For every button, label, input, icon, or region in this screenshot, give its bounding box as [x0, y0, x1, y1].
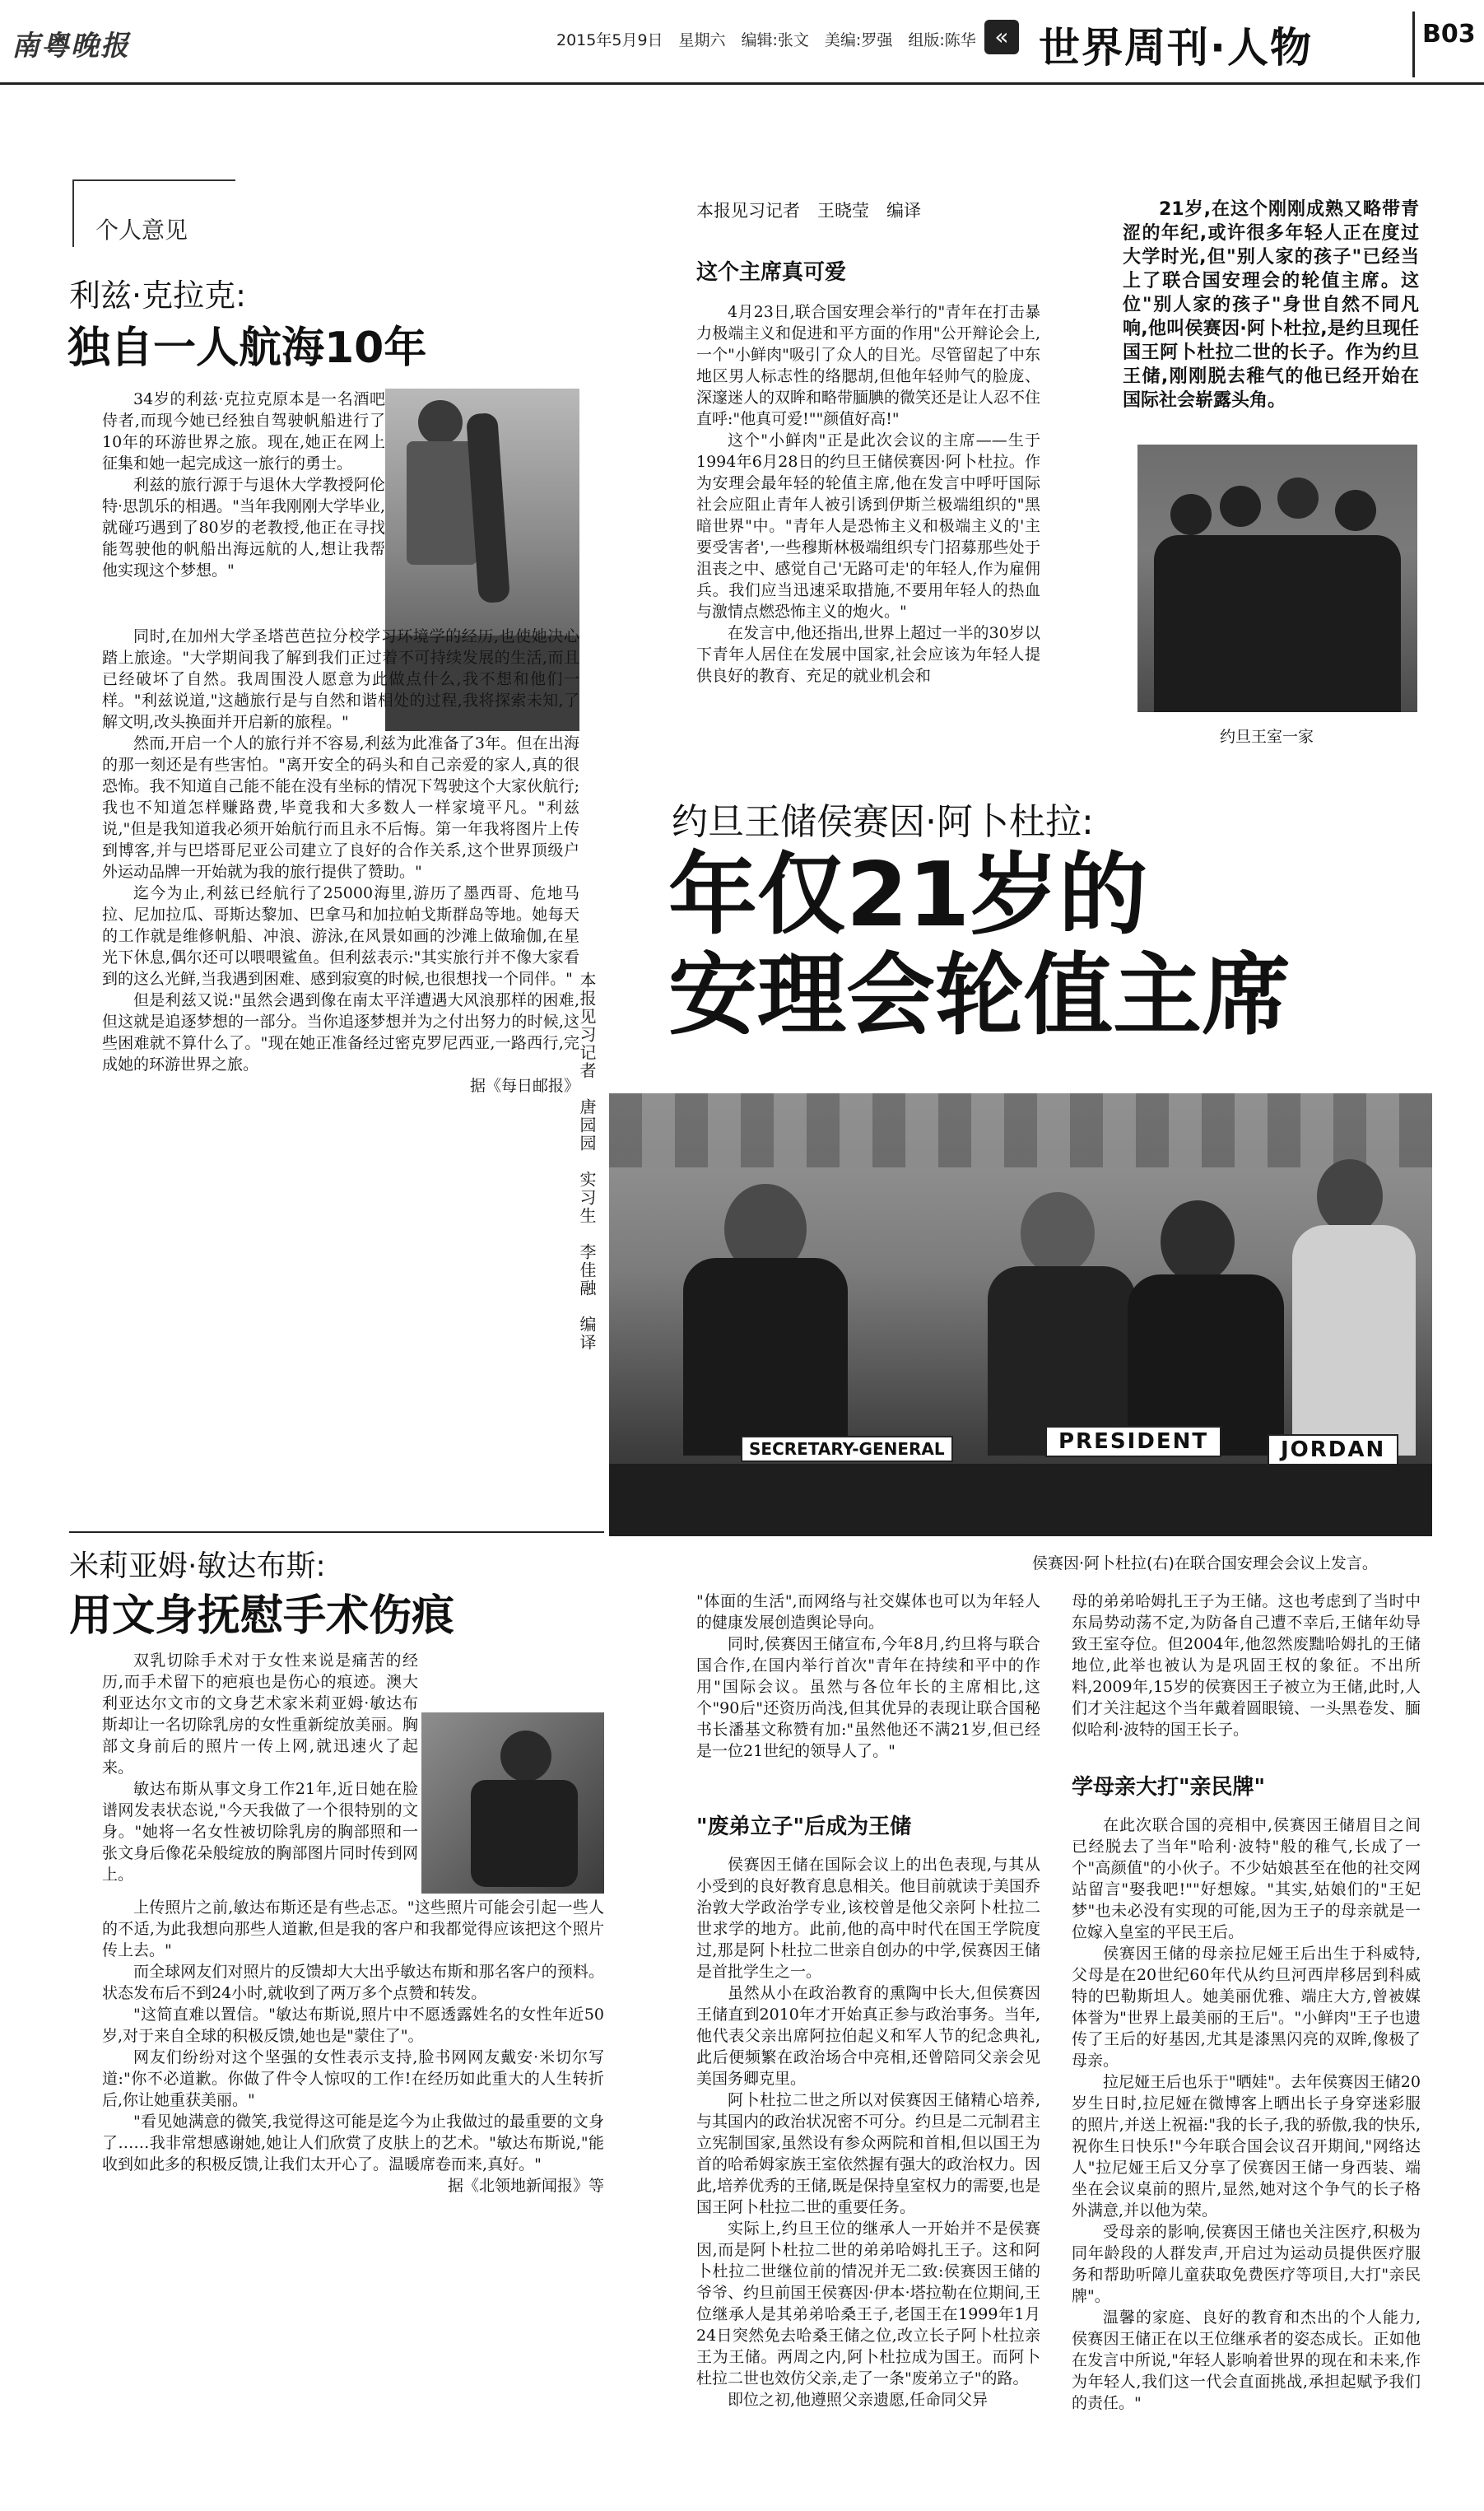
- masthead-rule: [0, 82, 1484, 85]
- secretary-general-placard: SECRETARY-GENERAL: [741, 1436, 953, 1462]
- jordan-placard: JORDAN: [1268, 1434, 1398, 1465]
- section-title: 世界周刊·人物: [1039, 24, 1313, 72]
- main-kicker: 约旦王储侯赛因·阿卜杜拉:: [672, 801, 1094, 843]
- royal-family-photo: [1137, 445, 1417, 712]
- issue-meta: 2015年5月9日 星期六 编辑:张文 美编:罗强 组版:陈华: [556, 31, 976, 49]
- main-photo-caption: 侯赛因·阿卜杜拉(右)在联合国安理会会议上发言。: [1032, 1554, 1378, 1572]
- main-paragraph: 侯赛因王储的母亲拉尼娅王后出生于科威特,父母是在20世纪60年代从约旦河西岸移居到科威特的巴勒斯坦人。她美丽优雅、端庄大方,曾被媒体誉为"世界上最美丽的王后"。"小鲜肉"王子也遗传了王后的好基因,尤其是漆黑闪亮的双眸,像极了母亲。: [1072, 1945, 1421, 2070]
- subhead-cute-chair: 这个主席真可爱: [696, 260, 847, 285]
- subhead-heir: "废弟立子"后成为王储: [696, 1815, 912, 1839]
- main-paragraph: 在此次联合国的亮相中,侯赛因王储眉目之间已经脱去了当年"哈利·波特"般的稚气,长成了一个"高颜值"的小伙子。不少姑娘甚至在他的社交网站留言"娶我吧!""好想嫁。"其实,姑娘们的"王妃梦"也未必没有实现的可能,因为王子的母亲就是一位嫁入皇室的平民王后。: [1072, 1816, 1421, 1941]
- intro-highlight: [1123, 198, 1419, 412]
- vertical-byline: 本报见习记者 唐园园 实习生 李佳融 编译: [577, 971, 597, 1352]
- subhead-mother: 学母亲大打"亲民牌": [1072, 1775, 1266, 1800]
- story2-paragraph: 而全球网友们对照片的反馈却大大出乎敏达布斯和那名客户的预料。状态发布后不到24小时,就收到了两万多个点赞和转发。: [102, 1963, 604, 2002]
- main-paragraph: 这个"小鲜肉"正是此次会议的主席——生于1994年6月28日的约旦王储侯赛因·阿卜杜拉。作为安理会最年轻的轮值主席,他在发言中呼吁国际社会应阻止青年人被引诱到伊斯兰极端组织的"黑暗世界"中。"青年人是恐怖主义和极端主义的'主要受害者',一些穆斯林极端组织专门招募那些处于沮丧之中、感觉自己'无路可走'的年轻人,作为雇佣兵。我们应当迅速采取措施,不要用年轻人的热血与激情点燃恐怖主义的炮火。": [696, 431, 1040, 621]
- main-paragraph: 实际上,约旦王位的继承人一开始并不是侯赛因,而是阿卜杜拉二世的弟弟哈姆扎王子。这和阿卜杜拉二世继位前的情况并无二致:侯赛因王储的爷爷、约旦前国王侯赛因·伊本·塔拉勒在位期间,王位继承人是其弟弟哈桑王子,老国王在1999年1月24日突然免去哈桑王储之位,改立长子阿卜杜拉亲王为王储。两周之内,阿卜杜拉成为国王。而阿卜杜拉二世也效仿父亲,走了一条"废弟立子"的路。: [696, 2220, 1040, 2388]
- tattoo-artist-photo: [421, 1712, 604, 1894]
- story1-paragraph: 同时,在加州大学圣塔芭芭拉分校学习环境学的经历,也使她决心踏上旅途。"大学期间我了解到我们正过着不可持续发展的生活,而且已经破坏了自然。我周围没人愿意为此做点什么,我不想和他们一样。"利兹说道,"这趟旅行是与自然和谐相处的过程,我将探索未知,了解文明,改头换面并开启新的旅程。": [102, 627, 579, 731]
- header-divider: [1412, 12, 1415, 77]
- story1-paragraph: 利兹的旅行源于与退休大学教授阿伦特·思凯乐的相遇。"当年我刚刚大学毕业,就碰巧遇到了80岁的老教授,他正在寻找能驾驶他的帆船出海远航的人,想让我帮他实现这个梦想。": [102, 476, 385, 580]
- story1-paragraph: 34岁的利兹·克拉克原本是一名酒吧侍者,而现今她已经独自驾驶帆船进行了10年的环游世界之旅。现在,她正在网上征集和她一起完成这一旅行的勇士。: [102, 390, 385, 473]
- story1-kicker: 利兹·克拉克:: [69, 277, 246, 314]
- story2-source: 据《北领地新闻报》等: [447, 2177, 604, 2195]
- story2-paragraph: 敏达布斯从事文身工作21年,近日她在脸谱网发表状态说,"今天我做了一个很特别的文身。"她将一名女性被切除乳房的胸部照和一张文身后像花朵般绽放的胸部图片同时传到网上。: [102, 1780, 418, 1884]
- main-col1-lower: [696, 1591, 1040, 1762]
- story1-paragraph: 但是利兹又说:"虽然会遇到像在南太平洋遭遇大风浪那样的困难,但这就是追逐梦想的一部分。当你追逐梦想并为之付出努力的时候,这些困难就不算什么了。"现在她正准备经过密克罗尼西亚,一路西行,完成她的环游世界之旅。: [102, 991, 579, 1074]
- main-paragraph: 温馨的家庭、良好的教育和杰出的个人能力,侯赛因王储正在以王位继承者的姿态成长。正如他在发言中所说,"年轻人影响着世界的现在和未来,作为年轻人,我们这一代会直面挑战,承担起赋予我们的责任。": [1072, 2308, 1421, 2412]
- newspaper-logo: 南粤晚报: [12, 30, 130, 63]
- main-paragraph: 拉尼娅王后也乐于"晒娃"。去年侯赛因王储20岁生日时,拉尼娅在微博客上晒出长子身穿迷彩服的照片,并送上祝福:"我的长子,我的骄傲,我的快乐,祝你生日快乐!"今年联合国会议召开期间,"网络达人"拉尼娅王后又分享了侯赛因王储一身西装、端坐在会议桌前的照片,显然,她对这个争气的长子格外满意,并以他为荣。: [1072, 2073, 1421, 2220]
- un-council-photo: [609, 1093, 1432, 1536]
- president-placard: PRESIDENT: [1045, 1426, 1221, 1457]
- story2-paragraph: "看见她满意的微笑,我觉得这可能是迄今为止我做过的最重要的文身了……我非常想感谢她,她让人们欣赏了皮肤上的艺术。"敏达布斯说,"能收到如此多的积极反馈,让我们太开心了。温暖席卷而来,真好。": [102, 2113, 604, 2173]
- section-icon: «: [984, 20, 1019, 54]
- column-rule: [69, 1531, 604, 1533]
- main-col2-body: [1072, 1591, 1421, 1740]
- main-headline-2: 安理会轮值主席: [668, 944, 1291, 1047]
- story2-body-full: [102, 1897, 604, 2197]
- main-paragraph: 同时,侯赛因王储宣布,今年8月,约旦将与联合国合作,在国内举行首次"青年在持续和平中的作用"国际会议。虽然与各位年长的主席相比,这个"90后"还资历尚浅,但其优异的表现让联合国秘书长潘基文称赞有加:"虽然他还不满21岁,但已经是一位21世纪的领导人了。": [696, 1635, 1040, 1760]
- story2-kicker: 米莉亚姆·敏达布斯:: [69, 1549, 326, 1583]
- story1-paragraph: 迄今为止,利兹已经航行了25000海里,游历了墨西哥、危地马拉、尼加拉瓜、哥斯达黎加、巴拿马和加拉帕戈斯群岛等地。她每天的工作就是维修帆船、冲浪、游泳,在风景如画的沙滩上做瑜伽,在星光下休息,偶尔还可以喂喂鲨鱼。但利兹表示:"其实旅行并不像大家看到的这么光鲜,当我遇到困难、感到寂寞的时候,也很想找一个同伴。": [102, 884, 579, 988]
- story2-body: [102, 1650, 418, 1885]
- main-paragraph: "体面的生活",而网络与社交媒体也可以为年轻人的健康发展创造舆论导向。: [696, 1592, 1040, 1632]
- main-paragraph: 阿卜杜拉二世之所以对侯赛因王储精心培养,与其国内的政治状况密不可分。约旦是二元制君主立宪制国家,虽然设有参众两院和首相,但以国王为首的哈希姆家族王室依然握有强大的政治权力。因此,培养优秀的王储,既是保持皇室权力的需要,也是国王阿卜杜拉二世的重要任务。: [696, 2091, 1041, 2216]
- intro-paragraph: 21岁,在这个刚刚成熟又略带青涩的年纪,或许很多年轻人正在度过大学时光,但"别人家的孩子"已经当上了联合国安理会的轮值主席。这位"别人家的孩子"身世自然不同凡响,他叫侯赛因·阿卜杜拉,是约旦现任国王阿卜杜拉二世的长子。作为约旦王储,刚刚脱去稚气的他已经开始在国际社会崭露头角。: [1123, 199, 1419, 411]
- main-headline-1: 年仅21岁的: [668, 844, 1148, 947]
- main-paragraph: 在发言中,他还指出,世界上超过一半的30岁以下青年人居住在发展中国家,社会应该为年轻人提供良好的教育、充足的就业机会和: [696, 624, 1040, 685]
- main-paragraph: 虽然从小在政治教育的熏陶中长大,但侯赛因王储直到2010年才开始真正参与政治事务。当年,他代表父亲出席阿拉伯起义和军人节的纪念典礼,此后便频繁在政治场合中亮相,还曾陪同父亲会见美国务卿克里。: [696, 1984, 1040, 2088]
- main-col1-sub2: [696, 1854, 1040, 2411]
- main-paragraph: 受母亲的影响,侯赛因王储也关注医疗,积极为同年龄段的人群发声,开启过为运动员提供医疗服务和帮助听障儿童获取免费医疗等项目,大打"亲民牌"。: [1072, 2223, 1421, 2305]
- page-number: B03: [1422, 20, 1476, 49]
- story2-paragraph: 双乳切除手术对于女性来说是痛苦的经历,而手术留下的疤痕也是伤心的痕迹。澳大利亚达尔文市的文身艺术家米莉亚姆·敏达布斯却让一名切除乳房的女性重新绽放美丽。胸部文身前后的照片一传上网,就迅速火了起来。: [102, 1651, 418, 1777]
- main-col2-sub3: [1072, 1815, 1421, 2414]
- story1-body: [102, 389, 385, 581]
- main-paragraph: 母的弟弟哈姆扎王子为王储。这也考虑到了当时中东局势动荡不定,为防备自己遭不幸后,王储年幼导致王室夺位。但2004年,他忽然废黜哈姆扎的王储地位,此举也被认为是巩固王权的象征。不出所料,2009年,15岁的侯赛因王子被立为王储,此时,人们才关注起这个当年戴着圆眼镜、一头黑卷发、腼似哈利·波特的国王长子。: [1072, 1592, 1421, 1739]
- main-byline: 本报见习记者 王晓莹 编译: [696, 201, 921, 221]
- story2-paragraph: 网友们纷纷对这个坚强的女性表示支持,脸书网网友戴安·米切尔写道:"你不必道歉。你做了件令人惊叹的工作!在经历如此重大的人生转折后,你让她重获美丽。": [102, 2048, 604, 2109]
- masthead: [0, 0, 1484, 82]
- main-col1-body: [696, 301, 1040, 687]
- main-paragraph: 4月23日,联合国安理会举行的"青年在打击暴力极端主义和促进和平方面的作用"公开辩论会上,一个"小鲜肉"吸引了众人的目光。尽管留起了中东地区男人标志性的络腮胡,但他年轻帅气的脸庞、深邃迷人的双眸和略带腼腆的微笑还是让人忍不住直呼:"他真可爱!""颜值好高!": [696, 303, 1041, 428]
- story1-body-full: [102, 626, 579, 1097]
- story1-paragraph: 然而,开启一个人的旅行并不容易,利兹为此准备了3年。但在出海的那一刻还是有些害怕。"离开安全的码头和自己亲爱的家人,真的很恐怖。我不知道自己能不能在没有坐标的情况下驾驶这个大家伙航行;我也不知道怎样赚路费,毕竟我和大多数人一样家境平凡。"利兹说,"但是我知道我必须开始航行而且永不后悔。第一年我将图片上传到博客,并与巴塔哥尼亚公司建立了良好的合作关系,这个世界顶级户外运动品牌一开始就为我的旅行提供了赞助。": [102, 734, 579, 881]
- main-paragraph: 侯赛因王储在国际会议上的出色表现,与其从小受到的良好教育息息相关。他目前就读于美国乔治敦大学政治学专业,该校曾是他父亲阿卜杜拉二世求学的地方。此前,他的高中时代在国王学院度过,那是阿卜杜拉二世亲自创办的中学,侯赛因王储是首批学生之一。: [696, 1856, 1041, 1981]
- main-paragraph: 即位之初,他遵照父亲遗愿,任命同父异: [728, 2391, 989, 2409]
- story1-source: 据《每日邮报》: [469, 1077, 579, 1095]
- family-caption: 约旦王室一家: [1220, 728, 1314, 746]
- story2-paragraph: 上传照片之前,敏达布斯还是有些忐忑。"这些照片可能会引起一些人的不适,为此我想向那些人道歉,但是我的客户和我都觉得应该把这个照片传上去。": [102, 1898, 604, 1959]
- story2-headline: 用文身抚慰手术伤痕: [69, 1591, 455, 1641]
- story1-headline: 独自一人航海10年: [67, 324, 427, 373]
- opinion-label: 个人意见: [95, 217, 188, 244]
- story2-paragraph: "这简直难以置信。"敏达布斯说,照片中不愿透露姓名的女性年近50岁,对于来自全球的积极反馈,她也是"蒙住了"。: [102, 2006, 604, 2045]
